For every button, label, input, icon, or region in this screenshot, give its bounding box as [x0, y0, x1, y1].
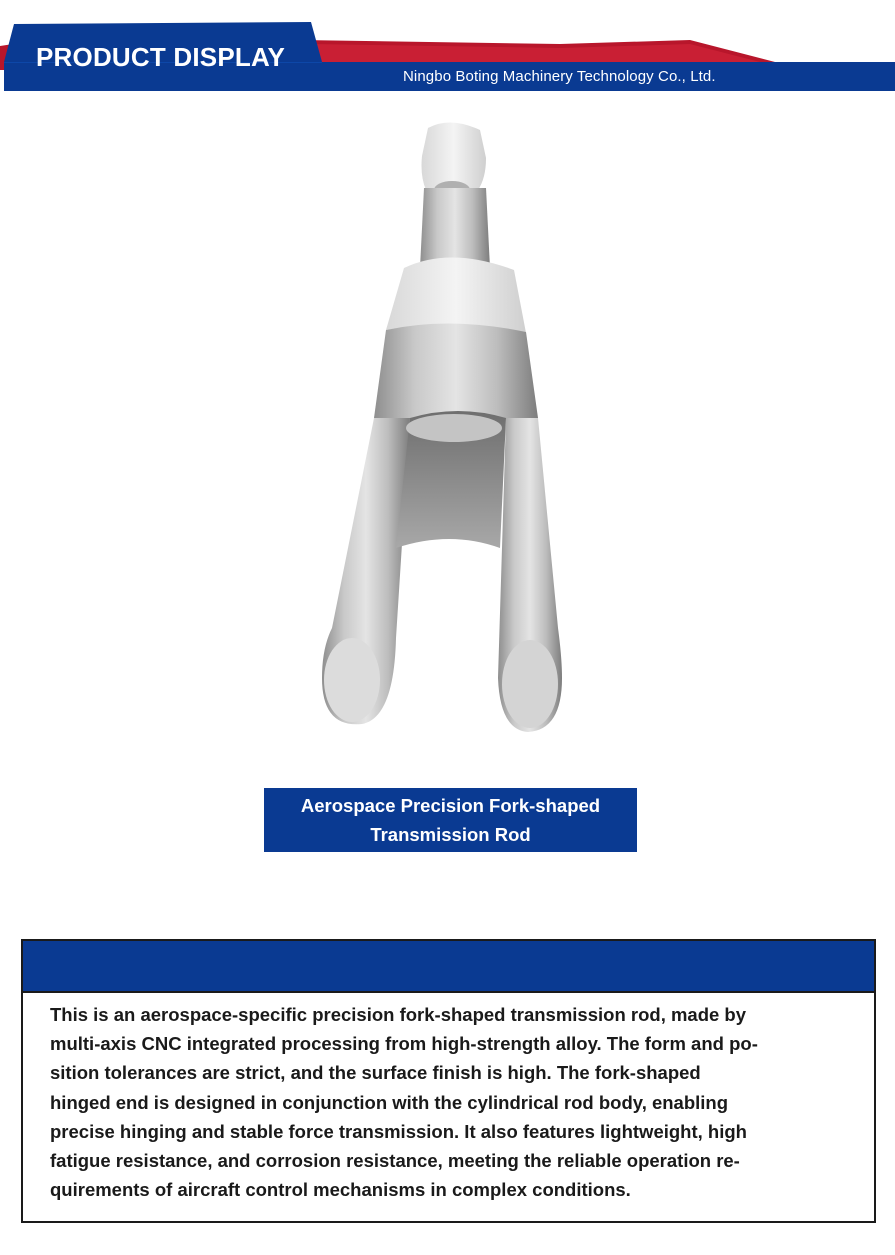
description-header-bar — [23, 941, 874, 993]
company-name: Ningbo Boting Machinery Technology Co., Ltd. — [403, 68, 716, 85]
page-title: PRODUCT DISPLAY — [36, 42, 286, 72]
description-line: quirements of aircraft control mechanisms in complex conditions. — [50, 1179, 631, 1201]
description-line: precise hinging and stable force transmission. It also features lightweight, high — [50, 1120, 747, 1142]
description-panel — [21, 939, 876, 1223]
caption-line-2: Transmission Rod — [370, 824, 531, 845]
header-banner — [0, 0, 895, 100]
description-line: multi-axis CNC integrated processing from high-strength alloy. The form and po- — [50, 1033, 758, 1055]
caption-line-1: Aerospace Precision Fork-shaped — [300, 795, 601, 816]
description-text — [50, 1000, 850, 1204]
product-image — [300, 118, 600, 748]
description-line: This is an aerospace-specific precision fork-shaped transmission rod, made by — [50, 1004, 747, 1025]
description-line: sition tolerances are strict, and the surface finish is high. The fork-shaped — [50, 1062, 701, 1084]
description-line: hinged end is designed in conjunction with the cylindrical rod body, enabling — [50, 1091, 729, 1113]
description-line: fatigue resistance, and corrosion resistance, meeting the reliable operation re- — [50, 1150, 740, 1172]
product-caption — [264, 788, 637, 852]
